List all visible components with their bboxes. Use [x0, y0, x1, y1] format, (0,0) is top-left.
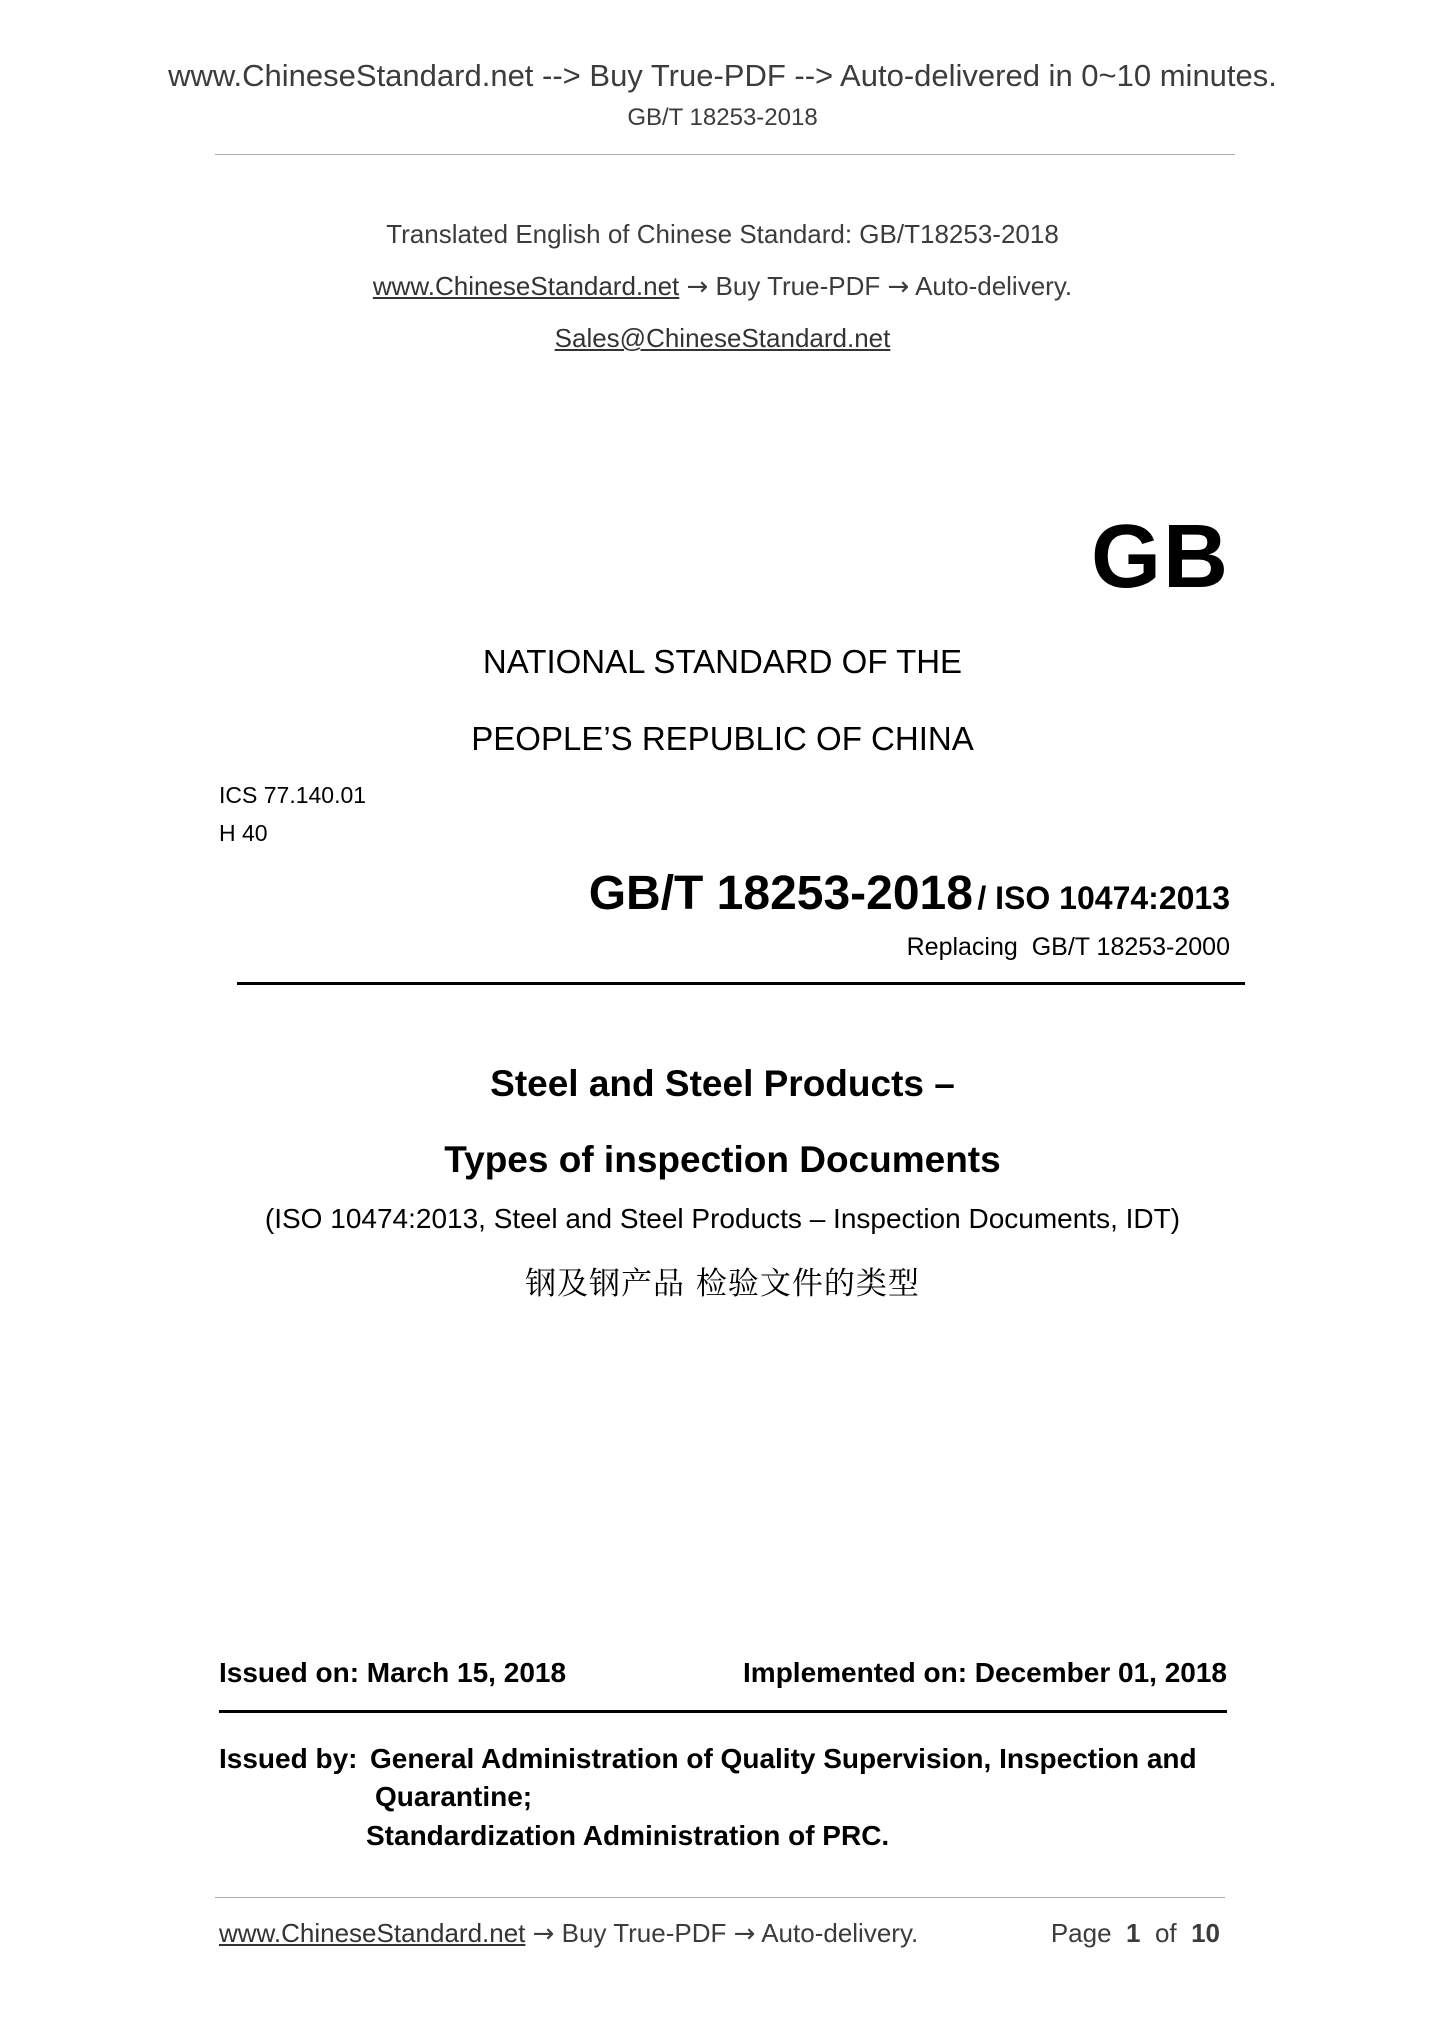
translated-line: Translated English of Chinese Standard: GB/T18253-2018	[386, 219, 1059, 249]
intro-delivery-line	[0, 271, 1445, 302]
dates-divider	[219, 1710, 1227, 1713]
issued-by-label: Issued by:	[219, 1743, 358, 1774]
arrow-right-icon: →	[733, 1919, 756, 1949]
gb-mark: GB	[1091, 507, 1230, 607]
ics-code: ICS 77.140.01	[219, 782, 367, 808]
email-line	[0, 323, 1445, 354]
issued-date: Issued on: March 15, 2018	[219, 1657, 567, 1688]
page-indicator	[1051, 1918, 1220, 1949]
arrow-right-icon: →	[686, 272, 709, 302]
arrow-right-icon: →	[887, 272, 910, 302]
sales-email-link[interactable]: Sales@ChineseStandard.net	[554, 323, 891, 353]
footer-divider	[215, 1897, 1225, 1898]
national-standard-line2: PEOPLE’S REPUBLIC OF CHINA	[471, 720, 974, 757]
iso-reference: / ISO 10474:2013	[977, 880, 1230, 916]
issuer-line2: Quarantine;	[375, 1781, 533, 1812]
header-code: GB/T 18253-2018	[627, 104, 818, 131]
replacing-label: Replacing	[906, 933, 1018, 961]
page-label: Page	[1050, 1918, 1112, 1948]
footer-site-link[interactable]: www.ChineseStandard.net	[219, 1918, 526, 1948]
header-banner[interactable]: www.ChineseStandard.net --> Buy True-PDF --> Auto-delivered in 0~10 minutes.	[168, 58, 1277, 93]
replacing-line	[907, 933, 1230, 962]
standard-number: GB/T 18253-2018	[588, 867, 973, 920]
issuer-line3: Standardization Administration of PRC.	[366, 1820, 890, 1851]
issuer-line1: General Administration of Quality Supervision, Inspection and	[370, 1743, 1197, 1774]
national-standard-line1: NATIONAL STANDARD OF THE	[482, 643, 963, 680]
document-title-line1: Steel and Steel Products –	[490, 1063, 955, 1104]
document-title-line2: Types of inspection Documents	[444, 1139, 1001, 1180]
page-number: 1	[1126, 1918, 1141, 1948]
footer-auto-delivery-text: Auto-delivery.	[761, 1918, 919, 1948]
replacing-code: GB/T 18253-2000	[1031, 933, 1230, 961]
ccs-code: H 40	[219, 820, 268, 846]
document-subtitle: (ISO 10474:2013, Steel and Steel Products – Inspection Documents, IDT)	[264, 1203, 1181, 1234]
buy-text: Buy True-PDF	[715, 271, 881, 301]
page-total: 10	[1191, 1918, 1220, 1948]
auto-delivery-text: Auto-delivery.	[915, 271, 1073, 301]
footer-delivery-line	[219, 1918, 918, 1949]
header-divider	[215, 154, 1235, 155]
footer-buy-text: Buy True-PDF	[561, 1918, 727, 1948]
title-divider	[237, 982, 1245, 985]
site-link[interactable]: www.ChineseStandard.net	[372, 271, 680, 301]
implemented-date: Implemented on: December 01, 2018	[743, 1657, 1227, 1688]
chinese-title: 钢及钢产品 检验文件的类型	[525, 1266, 920, 1302]
arrow-right-icon: →	[532, 1919, 555, 1949]
standard-number-line	[589, 866, 1230, 921]
of-label: of	[1154, 1918, 1177, 1948]
